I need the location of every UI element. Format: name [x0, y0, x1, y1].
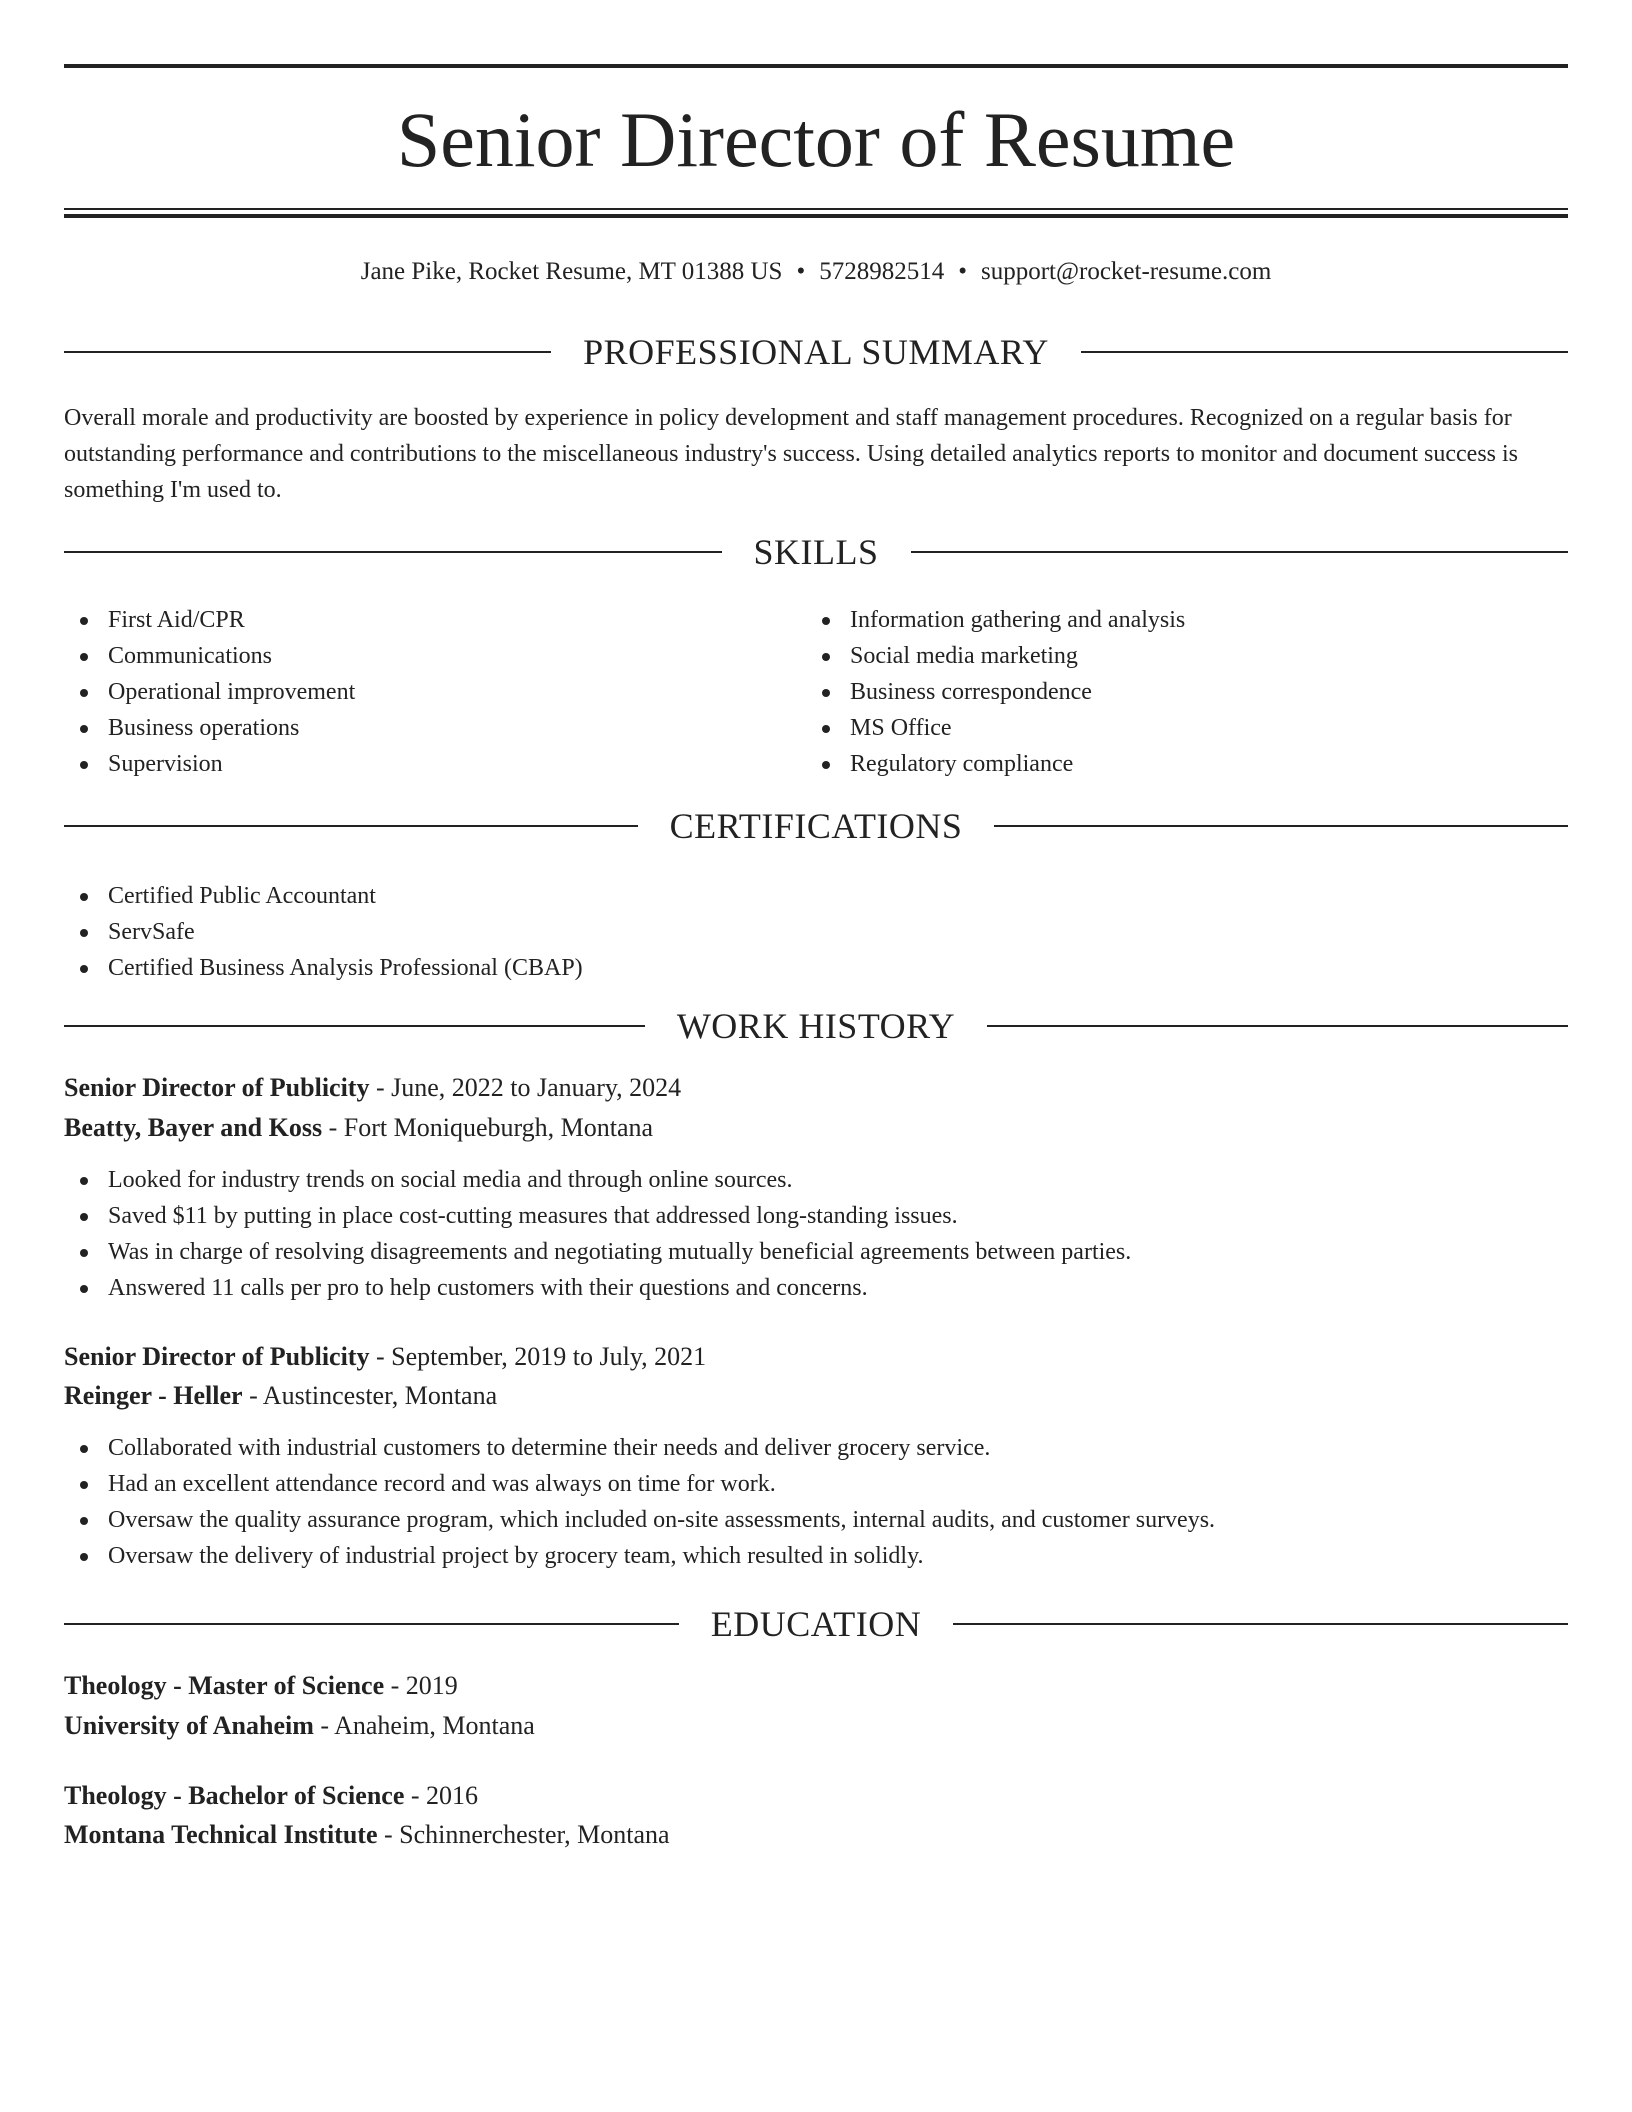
contact-separator: •	[958, 258, 967, 285]
skill-item: Information gathering and analysis	[806, 602, 1506, 638]
contact-separator: •	[796, 258, 806, 285]
contact-line	[64, 254, 1568, 290]
work-history-heading-label: WORK HISTORY	[676, 1006, 956, 1046]
job-bullet: Looked for industry trends on social media and through online sources.	[64, 1162, 1568, 1198]
skills-heading	[64, 530, 1568, 574]
skills-list-left	[64, 602, 764, 782]
job-title-line	[64, 1337, 1568, 1377]
job-title: Senior Director of Publicity	[64, 1073, 370, 1102]
heading-rule	[987, 1025, 1568, 1027]
job-bullet: Collaborated with industrial customers to determine their needs and deliver grocery service.	[64, 1430, 1568, 1466]
school-line	[64, 1706, 1568, 1746]
summary-text: Overall morale and productivity are boosted by experience in policy development and staff management procedures. Recognized on a regular basis for outstanding performance and contributions to the miscellaneous industry's success. Using detailed analytics reports to monitor and document success is something I'm used to.	[64, 405, 1519, 503]
school: Montana Technical Institute	[64, 1820, 378, 1849]
job-dates: - June, 2022 to January, 2024	[369, 1073, 682, 1102]
skill-item: Business operations	[64, 710, 764, 746]
heading-rule	[64, 351, 551, 353]
job-company: Beatty, Bayer and Koss	[64, 1113, 323, 1142]
skill-item: First Aid/CPR	[64, 602, 764, 638]
job-location: - Fort Moniqueburgh, Montana	[322, 1113, 654, 1142]
job-company-line	[64, 1108, 1568, 1148]
job-bullet: Answered 11 calls per pro to help customers with their questions and concerns.	[64, 1270, 1568, 1306]
skill-item: Operational improvement	[64, 674, 764, 710]
skills-heading-label: SKILLS	[753, 532, 879, 572]
job-location: - Austincester, Montana	[242, 1381, 498, 1410]
school-location: - Schinnerchester, Montana	[377, 1820, 670, 1849]
degree-year: - 2016	[404, 1781, 479, 1810]
certification-item: Certified Business Analysis Professional (CBAP)	[64, 950, 1064, 986]
skills-list-right	[806, 602, 1506, 782]
contact-phone: 5728982514	[819, 258, 945, 285]
education-heading	[64, 1602, 1568, 1646]
heading-rule	[64, 825, 638, 827]
job-title-line	[64, 1068, 1568, 1108]
top-rule	[64, 64, 1568, 68]
job-company-line	[64, 1376, 1568, 1416]
summary-heading	[64, 330, 1568, 374]
summary-heading-label: PROFESSIONAL SUMMARY	[583, 332, 1049, 372]
degree-line	[64, 1666, 1568, 1706]
contact-email: support@rocket-resume.com	[980, 258, 1272, 285]
job-company: Reinger - Heller	[64, 1381, 243, 1410]
heading-rule	[64, 1623, 679, 1625]
skill-item: Regulatory compliance	[806, 746, 1506, 782]
education-heading-label: EDUCATION	[710, 1604, 922, 1644]
skill-item: Supervision	[64, 746, 764, 782]
heading-rule	[1081, 351, 1568, 353]
skill-item: MS Office	[806, 710, 1506, 746]
certifications-heading	[64, 804, 1568, 848]
degree-year: - 2019	[384, 1671, 458, 1700]
degree: Theology - Master of Science	[64, 1671, 385, 1700]
job-dates: - September, 2019 to July, 2021	[369, 1342, 707, 1371]
contact-address: Jane Pike, Rocket Resume, MT 01388 US	[360, 258, 783, 285]
skill-item: Business correspondence	[806, 674, 1506, 710]
school-location: - Anaheim, Montana	[313, 1711, 535, 1740]
title-double-rule	[64, 208, 1568, 218]
school: University of Anaheim	[64, 1711, 314, 1740]
heading-rule	[64, 551, 722, 553]
certifications-list	[64, 878, 1064, 986]
skill-item: Social media marketing	[806, 638, 1506, 674]
job-bullet: Saved $11 by putting in place cost-cutting measures that addressed long-standing issues.	[64, 1198, 1568, 1234]
school-line	[64, 1815, 1568, 1855]
heading-rule	[64, 1025, 645, 1027]
degree: Theology - Bachelor of Science	[64, 1781, 405, 1810]
degree-line	[64, 1776, 1568, 1816]
job-bullet: Had an excellent attendance record and was always on time for work.	[64, 1466, 1568, 1502]
certification-item: Certified Public Accountant	[64, 878, 1064, 914]
job-bullets	[64, 1430, 1568, 1574]
skill-item: Communications	[64, 638, 764, 674]
job-bullets	[64, 1162, 1568, 1306]
heading-rule	[911, 551, 1569, 553]
certification-item: ServSafe	[64, 914, 1064, 950]
job-bullet: Oversaw the quality assurance program, which included on-site assessments, internal audits, and customer surveys.	[64, 1502, 1568, 1538]
heading-rule	[953, 1623, 1568, 1625]
certifications-heading-label: CERTIFICATIONS	[669, 806, 963, 846]
work-history-heading	[64, 1004, 1568, 1048]
resume-title: Senior Director of Resume	[396, 96, 1236, 183]
job-title: Senior Director of Publicity	[64, 1342, 370, 1371]
job-bullet: Oversaw the delivery of industrial project by grocery team, which resulted in solidly.	[64, 1538, 1568, 1574]
heading-rule	[994, 825, 1568, 827]
job-bullet: Was in charge of resolving disagreements and negotiating mutually beneficial agreements between parties.	[64, 1234, 1568, 1270]
